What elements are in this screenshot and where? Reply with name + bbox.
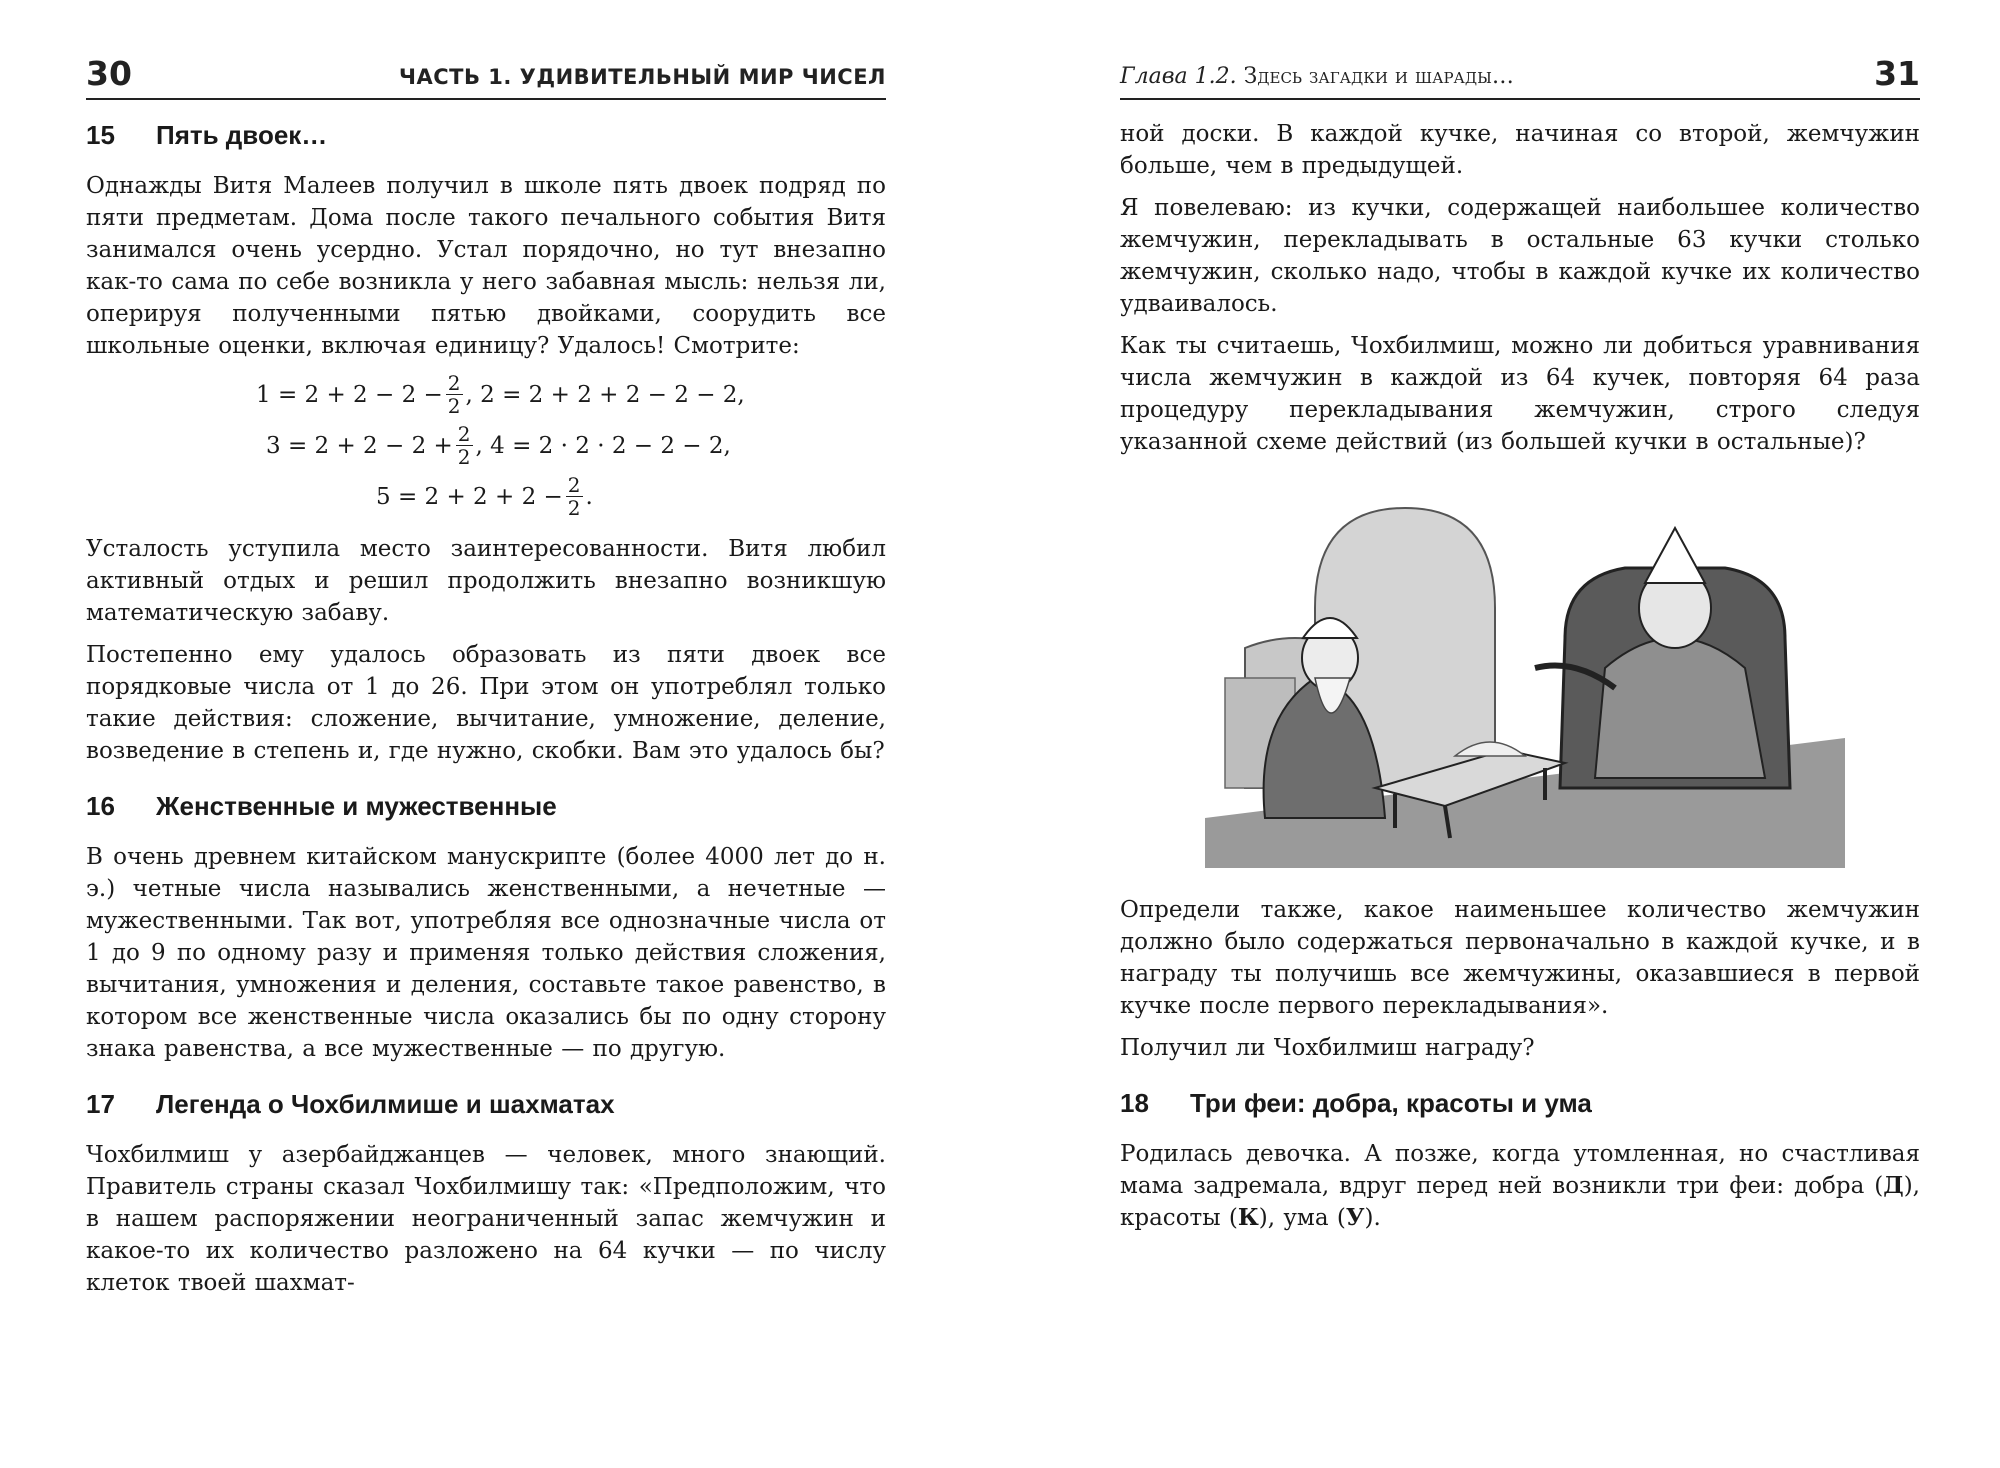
running-head	[1120, 62, 1514, 92]
fraction-denominator: 2	[457, 445, 471, 469]
problem-15-heading	[86, 118, 886, 152]
paragraph: Постепенно ему удалось образовать из пяти двоек все порядковые числа от 1 до 26. При этом он употреблял только такие действия: сложение, вычитание, умножение, деление, возведение в степень и, где нужно, скобки. Вам это удалось бы?	[86, 642, 886, 764]
fraction	[456, 423, 473, 468]
fraction	[566, 474, 583, 519]
paragraph: Чохбилмиш у азербайджанцев — человек, много знающий. Правитель страны сказал Чохбилмишу так: «Предположим, что в нашем распоряжении неограниченный запас жемчужин и какое-то их количество разложено на 64 кучки — по числу клеток твоей шахмат-	[86, 1142, 886, 1296]
fraction-numerator: 2	[457, 422, 471, 446]
bold-letter: У	[1345, 1204, 1365, 1231]
problem-title: Три феи: добра, красоты и ума	[1190, 1088, 1592, 1118]
text-run: ).	[1364, 1205, 1381, 1231]
formula-line-1	[256, 372, 886, 417]
problem-number: 18	[1120, 1088, 1149, 1118]
paragraph: Усталость уступила место заинтересованности. Витя любил активный отдых и решил продолжить внезапно возникшую математическую забаву.	[86, 536, 886, 626]
text-run: ), красоты (	[1120, 1173, 1920, 1231]
fraction-numerator: 2	[447, 371, 461, 395]
bold-letter: К	[1237, 1204, 1259, 1231]
formula-text: 1 = 2 + 2 − 2 −	[256, 381, 443, 408]
fraction-denominator: 2	[567, 496, 581, 520]
problem-number: 15	[86, 120, 115, 150]
fraction	[446, 372, 463, 417]
illustration-image	[1205, 488, 1845, 868]
paragraph: Как ты считаешь, Чохбилмиш, можно ли добиться уравнивания числа жемчужин в каждой из 64 кучек, повторяя 64 раза процедуру перекладывания жемчужин, строго следуя указанной схеме действий (из большей кучки в остальные)?	[1120, 333, 1920, 455]
formula-line-2	[266, 423, 886, 468]
page-number: 30	[86, 54, 132, 93]
right-page-header	[1120, 54, 1920, 100]
paragraph: Я повелеваю: из кучки, содержащей наибольшее количество жемчужин, перекладывать в остальные 63 кучки столько жемчужин, сколько надо, чтобы в каждой кучке их количество удваивалось.	[1120, 195, 1920, 317]
left-page-body	[86, 118, 886, 1309]
problem-18-heading	[1120, 1086, 1920, 1120]
formula-text: , 4 = 2 · 2 · 2 − 2 − 2,	[475, 432, 731, 459]
paragraph: Определи также, какое наименьшее количество жемчужин должно было содержаться первоначально в каждой кучке, и в награду ты получишь все жемчужины, оказавшиеся в первой кучке после первого перекладывания».	[1120, 897, 1920, 1019]
paragraph: ной доски. В каждой кучке, начиная со второй, жемчужин больше, чем в предыдущей.	[1120, 121, 1920, 179]
paragraph: Однажды Витя Малеев получил в школе пять двоек подряд по пяти предметам. Дома после такого печального события Витя занимался очень усердно. Устал порядочно, но тут внезапно как-то сама по себе возникла у него забавная мысль: нельзя ли, оперируя полученными пятью двойками, соорудить все школьные оценки, включая единицу? Удалось! Смотрите:	[86, 173, 886, 359]
text-run: Родилась девочка. А позже, когда утомленная, но счастливая мама задремала, вдруг перед ней возникли три феи: добра (	[1120, 1141, 1920, 1199]
text-run: ), ума (	[1258, 1205, 1346, 1231]
problem-title: Женственные и мужественные	[156, 791, 557, 821]
problem-title: Пять двоек…	[156, 120, 328, 150]
bold-letter: Д	[1883, 1172, 1904, 1199]
fraction-denominator: 2	[447, 394, 461, 418]
left-page-header	[86, 54, 886, 100]
chapter-label: Глава 1.2.	[1120, 64, 1237, 89]
formula-text: .	[585, 483, 593, 510]
running-head: ЧАСТЬ 1. УДИВИТЕЛЬНЫЙ МИР ЧИСЕЛ	[399, 65, 886, 89]
page-number: 31	[1874, 54, 1920, 93]
paragraph: Получил ли Чохбилмиш награду?	[1120, 1035, 1535, 1061]
chapter-title: Здесь загадки и шарады…	[1243, 64, 1514, 89]
problem-title: Легенда о Чохбилмише и шахматах	[156, 1089, 615, 1119]
problem-16-heading	[86, 789, 886, 823]
illustration-sage-and-ruler	[1205, 488, 1845, 868]
problem-number: 16	[86, 791, 115, 821]
problem-17-heading	[86, 1087, 886, 1121]
ruler-hat	[1645, 528, 1705, 583]
right-page-body	[1120, 118, 1920, 1244]
formula-text: 3 = 2 + 2 − 2 +	[266, 432, 453, 459]
formula-text: , 2 = 2 + 2 + 2 − 2 − 2,	[465, 381, 745, 408]
problem-number: 17	[86, 1089, 115, 1119]
right-page	[1120, 0, 1920, 1468]
left-page	[86, 0, 886, 1468]
formula-line-3	[376, 474, 886, 519]
paragraph: В очень древнем китайском манускрипте (более 4000 лет до н. э.) четные числа назывались женственными, а нечетные — мужественными. Так вот, употребляя все однозначные числа от 1 до 9 по одному разу и применяя только действия сложения, вычитания, умножения и деления, составьте такое равенство, в котором все женственные числа оказались бы по одну сторону знака равенства, а все мужественные — по другую.	[86, 844, 886, 1062]
formula-text: 5 = 2 + 2 + 2 −	[376, 483, 563, 510]
fraction-numerator: 2	[567, 473, 581, 497]
paragraph	[1120, 1138, 1920, 1234]
